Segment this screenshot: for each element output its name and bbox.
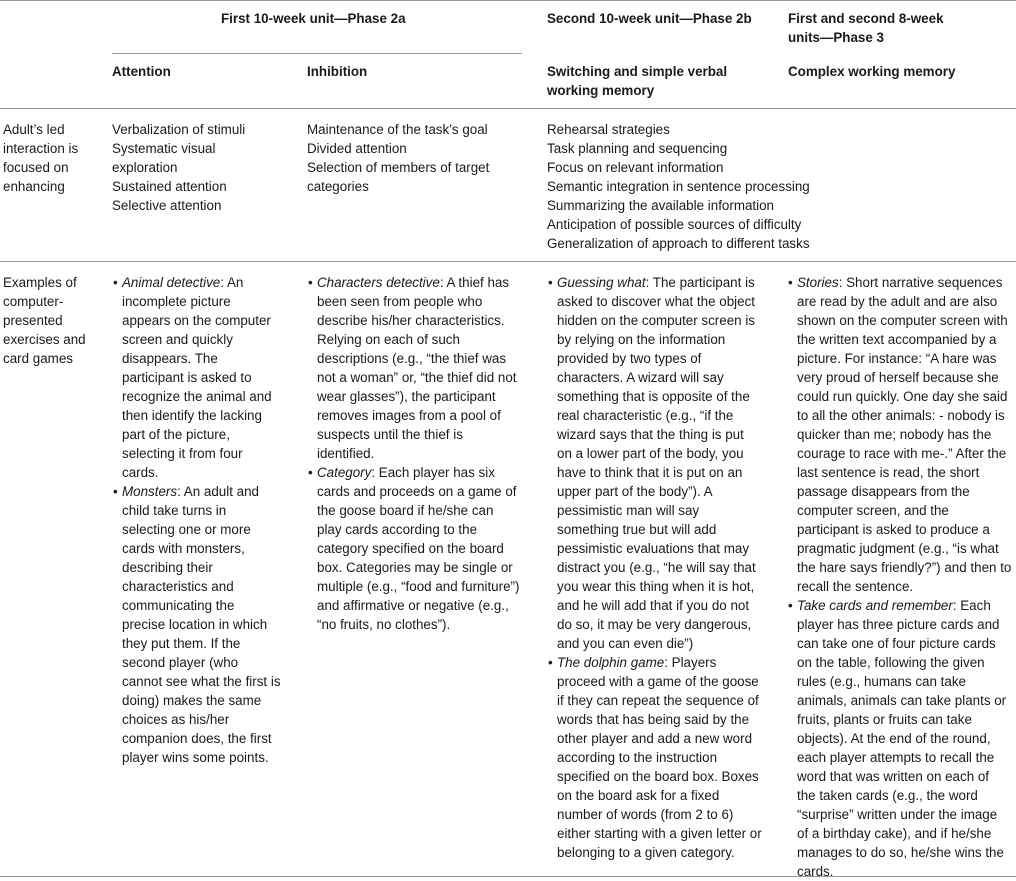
example-item [113,273,281,482]
example-text-line: participant is asked to produce a [797,522,990,537]
example-text-line: hidden on the computer screen is [557,313,756,328]
example-title: The dolphin game [557,655,665,670]
example-text-line: suspects until the thief is [317,427,463,442]
example-title: Characters detective [317,275,440,290]
example-text-line: the written text accompanied by a [797,332,997,347]
example-text-line: passage disappears from the [797,484,970,499]
example-text-line: provided by two types of [557,351,702,366]
example-first-line [557,273,762,292]
row2-label-line: card games [3,351,73,366]
example-text-line: picture. For instance: “A hare was [797,351,997,366]
example-text-line: have to think that it is put on an [557,465,743,480]
example-text-line: animals, animals can take plants or [797,693,1007,708]
example-text-line: the hare says friendly?”) and then to [797,560,1012,575]
example-text-line: recall the sentence. [797,579,914,594]
example-text-line: quicker than me; nobody has the [797,427,992,442]
example-first-line [317,463,519,482]
example-text-line: and affirmative or negative (e.g., [317,598,509,613]
row2-label [3,273,86,368]
example-text-line: screen and quickly [122,332,233,347]
example-text-line: to all the other animals: - nobody is [797,408,1005,423]
example-text: : An adult and [177,484,259,499]
example-text-line: and you can even die”) [557,636,694,651]
example-text-line: incomplete picture [122,294,231,309]
example-text-line: they put them. If the [122,636,241,651]
row2-label-line: exercises and [3,332,86,347]
bullet-icon: • [308,465,313,480]
header-group-phase3-line: units—Phase 3 [788,30,884,45]
cell-line: Sustained attention [112,179,227,194]
example-text-line: removes images from a pool of [317,408,501,423]
example-text-line: are read by the adult and are also [797,294,998,309]
example-text-line: rules (e.g., humans can take [797,674,966,689]
example-text-line: can take one of four picture cards [797,636,996,651]
example-text-line: selecting one or more [122,522,251,537]
example-text-line: upper part of the body”). A [557,484,713,499]
header-group-phase3-line: First and second 8-week [788,11,944,26]
cell-line: Focus on relevant information [547,160,724,175]
example-text-line: communicating the [122,598,235,613]
cell-line: Maintenance of the task’s goal [307,122,488,137]
example-item [788,596,1011,881]
row1-label-line: interaction is [3,141,79,156]
row2-label-line: computer- [3,294,64,309]
example-text-line: identified. [317,446,375,461]
example-text-line: cards. [122,465,159,480]
example-title: Take cards and remember [797,598,953,613]
bullet-icon: • [788,275,793,290]
example-text-line: second player (who [122,655,239,670]
example-text-line: proceed with a game of the goose [557,674,759,689]
row1-switching-cell [547,120,810,253]
example-text-line: describe his/her characteristics. [317,313,505,328]
cell-line: exploration [112,160,178,175]
example-text-line: either starting with a given letter or [557,826,762,841]
example-text-line: courage to race with me-.” After the [797,446,1007,461]
example-text-line: you wear this thing when it is hot, [557,579,755,594]
example-text-line: asked to discover what the object [557,294,755,309]
cell-line: Anticipation of possible sources of difficulty [547,217,802,232]
top-rule [0,0,1016,1]
example-text-line: if they can repeat the sequence of [557,693,759,708]
example-text-line: selecting it from four [122,446,243,461]
row2-complex-cell [788,273,1012,881]
example-text-line: very proud of herself because she [797,370,999,385]
example-title: Stories [797,275,839,290]
example-text-line: “no fruits, no clothes”). [317,617,451,632]
example-text: : Players [664,655,717,670]
header-bottom-rule [0,108,1016,109]
row2-switching-cell [548,273,762,862]
example-text-line: pessimistic evaluations that may [557,541,750,556]
example-text-line: category specified on the board [317,541,504,556]
cell-line: Selective attention [112,198,222,213]
example-text-line: cards with monsters, [122,541,245,556]
example-first-line [557,653,762,672]
example-first-line [797,596,1011,615]
example-text-line: not a woman” or, “the thief did not [317,370,517,385]
example-text-line: specified on the board box. Boxes [557,769,759,784]
example-text-line: companion does, the first [122,731,272,746]
cell-line: Selection of members of target [307,160,490,175]
example-text-line: descriptions (e.g., “the thief was [317,351,507,366]
row2-inhibition-cell [308,273,520,634]
row1-label-line: Adult’s led [3,122,65,137]
example-text-line: computer screen, and the [797,503,949,518]
cell-line: Generalization of approach to different tasks [547,236,810,251]
example-first-line [797,273,1011,292]
example-text-line: “surprise” written under the image [797,807,998,822]
example-text-line: wear glasses”), the participant [317,389,496,404]
example-item [548,653,762,862]
cell-line: Divided attention [307,141,407,156]
example-text-line: on the board ask for a fixed [557,788,720,803]
row1-label-line: focused on [3,160,69,175]
example-text-line: characteristics and [122,579,234,594]
cell-line: Summarizing the available information [547,198,775,213]
example-text-line: describing their [122,560,213,575]
bullet-icon: • [548,275,553,290]
example-text-line: and he will add that if you do not [557,598,750,613]
bullet-icon: • [308,275,313,290]
header-group-phase3 [788,9,944,47]
row2-label-line: presented [3,313,63,328]
example-text-line: the taken cards (e.g., the word [797,788,978,803]
example-text-line: recognize the animal and [122,389,272,404]
example-text-line: player has three picture cards and [797,617,1000,632]
row1-label [3,120,78,196]
bullet-icon: • [113,275,118,290]
phase2a-rule [112,53,522,54]
example-text-line: precise location in which [122,617,268,632]
example-text-line: fruits, plants or fruits can take [797,712,972,727]
example-text-line: each player attempts to recall the [797,750,995,765]
example-text-line: box. Categories may be single or [317,560,513,575]
cell-line: categories [307,179,369,194]
example-text-line: pragmatic judgment (e.g., “is what [797,541,999,556]
example-text-line: cannot see what the first is [122,674,281,689]
example-first-line [122,273,281,292]
example-title: Animal detective [122,275,221,290]
example-text-line: cards and proceeds on a game of [317,484,517,499]
example-text-line: disappears. The [122,351,218,366]
example-text-line: according to the instruction [557,750,718,765]
header-col-attention: Attention [112,64,171,79]
example-text-line: something that is opposite of the [557,389,750,404]
example-text-line: on a lower part of the body, you [557,446,744,461]
example-text-line: characters. A wizard will say [557,370,724,385]
example-text-line: of a birthday cake), and if he/she [797,826,992,841]
example-text: : A thief has [439,275,510,290]
example-title: Guessing what [557,275,646,290]
example-text-line: been seen from people who [317,294,483,309]
bullet-icon: • [788,598,793,613]
header-col-switching-line: working memory [547,83,655,98]
example-text-line: the goose board if he/she can [317,503,494,518]
example-text-line: words that has being said by the [557,712,750,727]
cell-line: Systematic visual [112,141,216,156]
example-text-line: on the table, following the given [797,655,985,670]
example-text-line: wizard says that the thing is put [557,427,744,442]
example-text-line: something true but will add [557,522,717,537]
example-item [308,463,520,634]
example-item [548,273,762,653]
example-text-line: real characteristic (e.g., “if the [557,408,734,423]
cell-line: Task planning and sequencing [547,141,728,156]
bullet-icon: • [548,655,553,670]
cell-line: Verbalization of stimuli [112,122,246,137]
example-text-line: manages to do so, he/she wins the [797,845,1004,860]
row1-bottom-rule [0,261,1016,262]
header-col-complex: Complex working memory [788,64,956,79]
example-title: Category [317,465,372,480]
header-col-switching [547,62,727,100]
example-text-line: by relying on the information [557,332,726,347]
example-item [113,482,281,767]
example-text-line: objects). At the end of the round, [797,731,991,746]
example-text-line: multiple (e.g., “food and furniture”) [317,579,520,594]
example-text-line: last sentence is read, the short [797,465,980,480]
example-text-line: then identify the lacking [122,408,262,423]
header-col-inhibition: Inhibition [307,64,368,79]
example-text-line: player wins some points. [122,750,269,765]
example-text-line: shown on the computer screen with [797,313,1008,328]
cell-line: Rehearsal strategies [547,122,670,137]
example-text-line: child take turns in [122,503,227,518]
header-group-phase2b: Second 10-week unit—Phase 2b [547,11,752,26]
example-text-line: pessimistic man will say [557,503,700,518]
example-text: : Each player has six [371,465,495,480]
example-text-line: Relying on each of such [317,332,460,347]
example-text-line: participant is asked to [122,370,252,385]
example-text-line: doing) makes the same [122,693,262,708]
row1-label-line: enhancing [3,179,65,194]
cell-line: Semantic integration in sentence processing [547,179,810,194]
header-col-switching-line: Switching and simple verbal [547,64,728,79]
bullet-icon: • [113,484,118,499]
example-text-line: choices as his/her [122,712,230,727]
example-text: : An [220,275,244,290]
example-text-line: word that was written on each of [797,769,990,784]
example-text-line: other player and add a new word [557,731,753,746]
row1-attention-cell [112,120,245,215]
example-text-line: distract you (e.g., “he will say that [557,560,756,575]
example-title: Monsters [122,484,178,499]
example-first-line [122,482,281,501]
header-group-phase2a: First 10-week unit—Phase 2a [221,11,406,26]
example-first-line [317,273,519,292]
example-text: : Each [952,598,991,613]
row1-inhibition-cell [307,120,489,196]
example-text-line: do so, it may be very dangerous, [557,617,752,632]
row2-attention-cell [113,273,281,767]
example-text-line: could run quickly. One day she said [797,389,1008,404]
example-text: : The participant is [645,275,755,290]
example-text: : Short narrative sequences [838,275,1003,290]
example-text-line: part of the picture, [122,427,230,442]
example-text-line: cards. [797,864,834,879]
example-text-line: number of words (from 2 to 6) [557,807,734,822]
example-text-line: belonging to a given category. [557,845,735,860]
example-text-line: appears on the computer [122,313,271,328]
example-item [308,273,519,463]
example-text-line: play cards according to the [317,522,478,537]
row2-label-line: Examples of [3,275,77,290]
example-item [788,273,1012,596]
